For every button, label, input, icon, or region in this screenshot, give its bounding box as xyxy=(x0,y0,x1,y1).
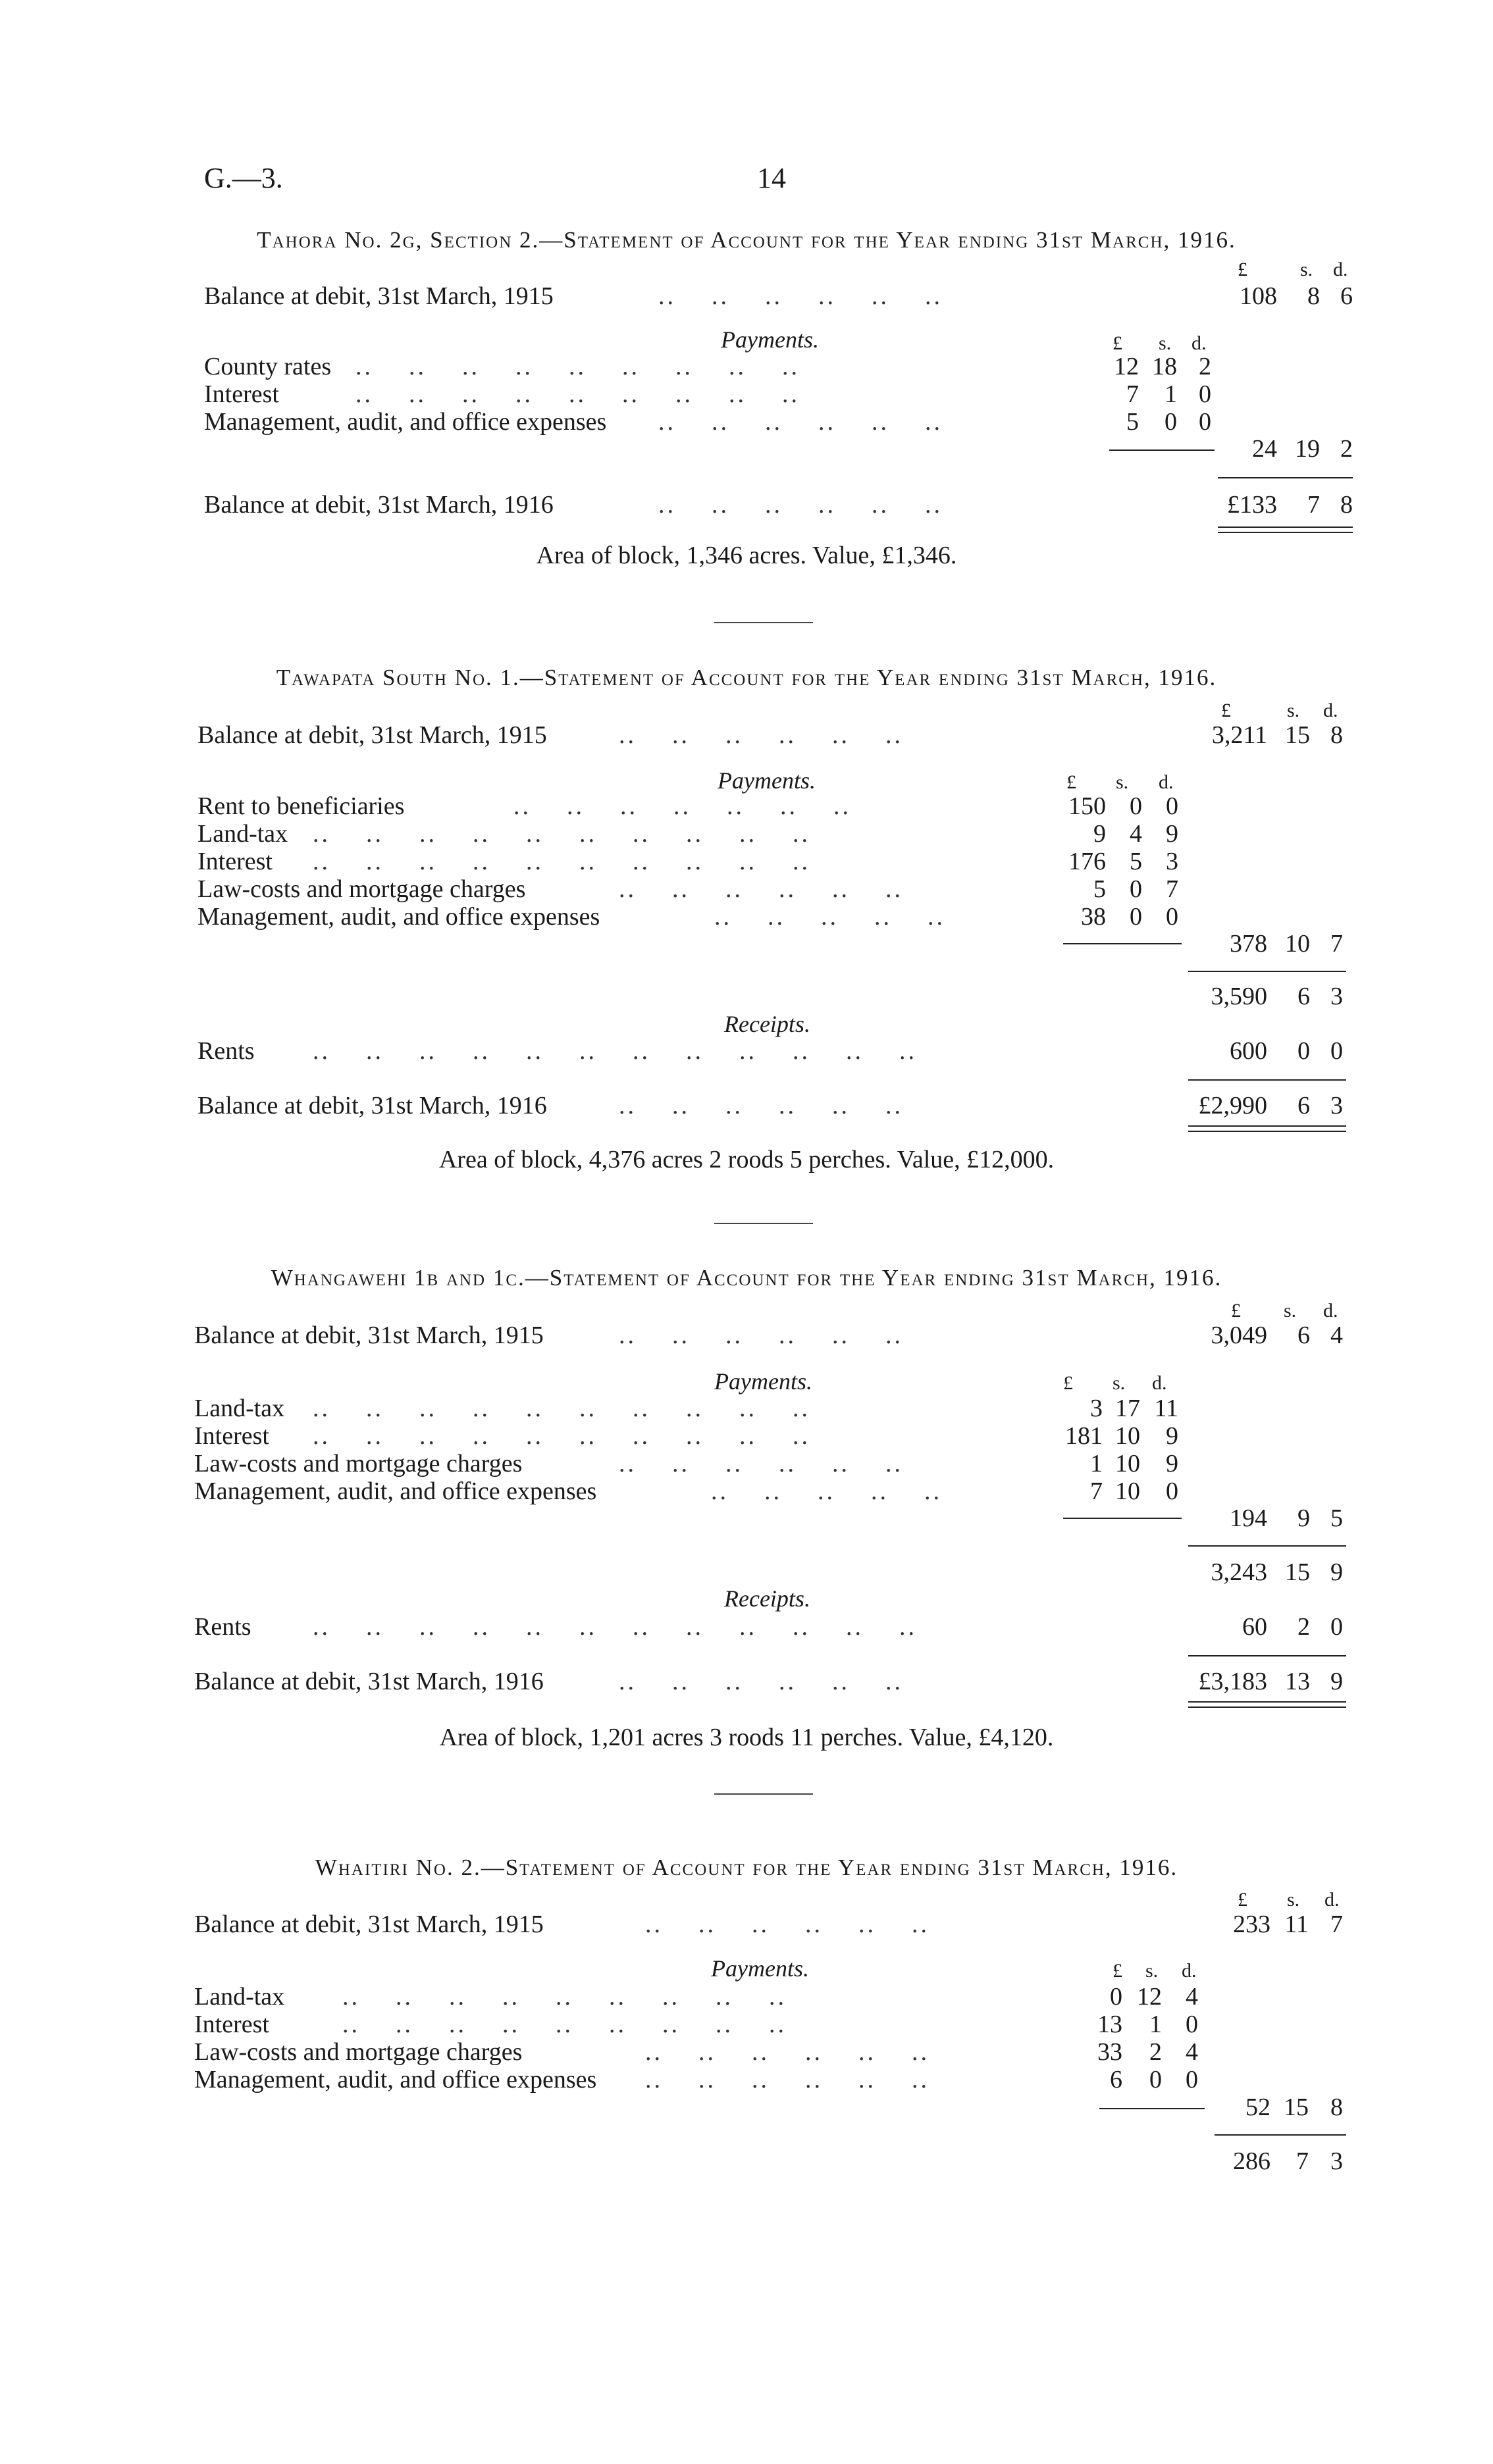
opening-pence: 7 xyxy=(1330,1911,1343,1938)
payment-shillings: 1 xyxy=(1149,2011,1162,2038)
payment-shillings: 18 xyxy=(1152,353,1177,380)
leader-dots: .. .. .. .. .. .. .. .. .. xyxy=(342,1983,787,2011)
total-rule xyxy=(1218,477,1353,478)
pence-heading: d. xyxy=(1323,700,1338,721)
receipt-pounds: 60 xyxy=(1242,1613,1267,1641)
payment-pounds: 38 xyxy=(1081,903,1106,931)
payments-total-pence: 8 xyxy=(1330,2093,1343,2121)
leader-dots: .. .. .. .. .. .. xyxy=(619,875,903,903)
payment-pounds: 9 xyxy=(1093,820,1106,848)
payment-label: Rent to beneficiaries xyxy=(197,792,405,820)
leader-dots: .. .. .. .. .. xyxy=(714,903,945,931)
closing-pence: 9 xyxy=(1330,1668,1343,1695)
pounds-heading: £ xyxy=(1238,259,1247,280)
receipt-pounds: 600 xyxy=(1230,1037,1267,1065)
leader-dots: .. .. .. .. .. .. xyxy=(645,2038,930,2066)
payments-total-shillings: 9 xyxy=(1297,1504,1310,1532)
leader-dots: .. .. .. .. .. .. xyxy=(619,1450,903,1477)
leader-dots: .. .. .. .. .. .. xyxy=(619,1668,903,1695)
opening-pence: 4 xyxy=(1330,1322,1343,1349)
payments-heading: Payments. xyxy=(718,767,816,794)
payment-pounds: 5 xyxy=(1126,408,1139,436)
payment-pence: 7 xyxy=(1166,875,1178,903)
opening-balance-label: Balance at debit, 31st March, 1915 xyxy=(194,1911,544,1938)
payments-total-shillings: 19 xyxy=(1295,435,1320,463)
leader-dots: .. .. .. .. .. .. xyxy=(619,1092,903,1119)
payment-label: Interest xyxy=(197,848,273,875)
pounds-heading: £ xyxy=(1113,1960,1122,1982)
shillings-heading: s. xyxy=(1113,1372,1126,1394)
payment-pence: 11 xyxy=(1154,1395,1178,1422)
payment-pence: 0 xyxy=(1166,1477,1178,1505)
payment-label: Management, audit, and office expenses xyxy=(197,903,600,931)
subtotal-shillings: 15 xyxy=(1285,1558,1310,1586)
payment-shillings: 0 xyxy=(1165,408,1177,436)
payment-label: Law-costs and mortgage charges xyxy=(197,875,526,903)
block-area-value: Area of block, 1,201 acres 3 roods 11 perches. Value, £4,120. xyxy=(439,1724,1054,1751)
payment-shillings: 0 xyxy=(1130,792,1142,820)
payment-pence: 9 xyxy=(1166,820,1178,848)
payment-pounds: 176 xyxy=(1068,848,1106,875)
opening-pence: 8 xyxy=(1330,721,1343,749)
receipt-label: Rents xyxy=(197,1037,255,1065)
leader-dots: .. .. .. .. .. .. .. .. .. .. xyxy=(313,1422,810,1450)
payment-shillings: 17 xyxy=(1115,1395,1140,1422)
leader-dots: .. .. .. .. .. .. .. .. .. xyxy=(342,2011,787,2038)
double-rule xyxy=(1218,526,1353,533)
payment-pounds: 12 xyxy=(1114,353,1139,380)
payment-pounds: 1 xyxy=(1090,1450,1103,1477)
payments-heading: Payments. xyxy=(714,1368,812,1395)
block-area-value: Area of block, 1,346 acres. Value, £1,346. xyxy=(536,542,957,569)
double-rule xyxy=(1188,1701,1346,1708)
closing-pence: 3 xyxy=(1330,1092,1343,1119)
pounds-heading: £ xyxy=(1221,700,1231,721)
subtotal-rule xyxy=(1063,943,1182,944)
subtotal-pounds: 3,243 xyxy=(1211,1558,1267,1586)
receipt-shillings: 2 xyxy=(1297,1613,1310,1641)
payment-shillings: 10 xyxy=(1115,1450,1140,1477)
payment-label: Law-costs and mortgage charges xyxy=(194,1450,523,1477)
payment-label: Management, audit, and office expenses xyxy=(194,1477,597,1505)
payments-total-pounds: 194 xyxy=(1230,1504,1267,1532)
receipt-pence: 0 xyxy=(1330,1037,1343,1065)
total-rule xyxy=(1188,971,1346,972)
section-separator xyxy=(714,1223,813,1224)
subtotal-pounds: 286 xyxy=(1233,2147,1270,2175)
shillings-heading: s. xyxy=(1300,259,1313,280)
payment-shillings: 1 xyxy=(1165,380,1177,408)
opening-shillings: 11 xyxy=(1284,1911,1309,1938)
payment-pence: 0 xyxy=(1199,408,1211,436)
leader-dots: .. .. .. .. .. .. xyxy=(619,721,903,749)
section-separator xyxy=(714,1793,813,1795)
document-code: G.—3. xyxy=(204,162,283,194)
payment-label: Land-tax xyxy=(197,820,288,848)
payment-shillings: 0 xyxy=(1130,875,1142,903)
closing-pounds: £3,183 xyxy=(1198,1668,1267,1695)
payment-shillings: 10 xyxy=(1115,1422,1140,1450)
closing-pence: 8 xyxy=(1340,491,1353,519)
payments-heading: Payments. xyxy=(721,326,819,353)
payments-total-pence: 5 xyxy=(1330,1504,1343,1532)
payment-pence: 2 xyxy=(1199,353,1211,380)
payments-total-pounds: 52 xyxy=(1245,2093,1270,2121)
leader-dots: .. .. .. .. .. .. .. xyxy=(513,792,851,820)
pence-heading: d. xyxy=(1324,1889,1340,1911)
total-rule xyxy=(1188,1079,1346,1081)
leader-dots: .. .. .. .. .. .. .. .. .. xyxy=(355,380,800,408)
payment-pounds: 7 xyxy=(1090,1477,1103,1505)
opening-pence: 6 xyxy=(1340,282,1353,310)
leader-dots: .. .. .. .. .. .. .. .. .. xyxy=(355,353,800,380)
payment-pence: 4 xyxy=(1186,2038,1198,2066)
receipt-shillings: 0 xyxy=(1297,1037,1310,1065)
subtotal-rule xyxy=(1109,449,1215,451)
receipts-heading: Receipts. xyxy=(724,1011,810,1037)
receipts-heading: Receipts. xyxy=(724,1585,810,1612)
payments-total-pence: 2 xyxy=(1340,435,1353,463)
opening-shillings: 6 xyxy=(1297,1322,1310,1349)
opening-balance-label: Balance at debit, 31st March, 1915 xyxy=(194,1322,544,1349)
subtotal-pence: 3 xyxy=(1330,2147,1343,2175)
payment-pence: 0 xyxy=(1186,2011,1198,2038)
payment-label: Land-tax xyxy=(194,1983,285,2011)
payments-total-pence: 7 xyxy=(1330,930,1343,958)
subtotal-pence: 9 xyxy=(1330,1558,1343,1586)
payment-shillings: 0 xyxy=(1149,2066,1162,2093)
pounds-heading: £ xyxy=(1231,1300,1241,1322)
subtotal-pounds: 3,590 xyxy=(1211,983,1267,1010)
pence-heading: d. xyxy=(1182,1960,1197,1982)
leader-dots: .. .. .. .. .. .. .. .. .. .. .. .. xyxy=(313,1613,917,1641)
page-number: 14 xyxy=(757,162,786,194)
pounds-heading: £ xyxy=(1066,771,1076,793)
payment-pence: 0 xyxy=(1186,2066,1198,2093)
statement-title: Whaitiri No. 2.—Statement of Account for the Year ending 31st March, 1916. xyxy=(315,1855,1178,1880)
payment-pounds: 7 xyxy=(1126,380,1139,408)
leader-dots: .. .. .. .. .. .. xyxy=(645,1911,930,1938)
payment-label: Interest xyxy=(204,380,279,408)
opening-balance-label: Balance at debit, 31st March, 1915 xyxy=(197,721,547,749)
leader-dots: .. .. .. .. .. .. .. .. .. .. .. .. xyxy=(313,1037,917,1065)
section-separator xyxy=(714,622,813,623)
pence-heading: d. xyxy=(1192,332,1207,354)
subtotal-shillings: 6 xyxy=(1297,983,1310,1010)
block-area-value: Area of block, 4,376 acres 2 roods 5 perches. Value, £12,000. xyxy=(438,1146,1055,1173)
leader-dots: .. .. .. .. .. .. .. .. .. .. xyxy=(313,848,810,875)
payment-shillings: 2 xyxy=(1149,2038,1162,2066)
closing-pounds: £2,990 xyxy=(1198,1092,1267,1119)
payment-pence: 9 xyxy=(1166,1422,1178,1450)
payment-pounds: 0 xyxy=(1110,1983,1122,2011)
opening-pounds: 108 xyxy=(1240,282,1277,310)
total-rule xyxy=(1188,1545,1346,1547)
pence-heading: d. xyxy=(1333,259,1348,280)
leader-dots: .. .. .. .. .. .. xyxy=(658,408,943,436)
pounds-heading: £ xyxy=(1113,332,1122,354)
pence-heading: d. xyxy=(1323,1300,1338,1322)
opening-pounds: 3,211 xyxy=(1211,721,1267,749)
payment-shillings: 0 xyxy=(1130,903,1142,931)
shillings-heading: s. xyxy=(1287,1889,1300,1911)
statement-title: Tahora No. 2g, Section 2.—Statement of Account for the Year ending 31st March, 1916. xyxy=(257,227,1236,253)
double-rule xyxy=(1188,1125,1346,1132)
payment-pounds: 181 xyxy=(1065,1422,1103,1450)
shillings-heading: s. xyxy=(1284,1300,1297,1322)
closing-pounds: £133 xyxy=(1227,491,1277,519)
statement-title: Whangawehi 1b and 1c.—Statement of Account for the Year ending 31st March, 1916. xyxy=(271,1265,1222,1291)
shillings-heading: s. xyxy=(1159,332,1172,354)
payment-label: County rates xyxy=(204,353,332,380)
leader-dots: .. .. .. .. .. .. xyxy=(645,2066,930,2093)
opening-shillings: 8 xyxy=(1307,282,1320,310)
payment-pounds: 3 xyxy=(1090,1395,1103,1422)
leader-dots: .. .. .. .. .. .. .. .. .. .. xyxy=(313,820,810,848)
subtotal-rule xyxy=(1063,1518,1182,1519)
closing-balance-label: Balance at debit, 31st March, 1916 xyxy=(194,1668,544,1695)
closing-shillings: 7 xyxy=(1307,491,1320,519)
opening-pounds: 3,049 xyxy=(1211,1322,1267,1349)
opening-pounds: 233 xyxy=(1233,1911,1270,1938)
receipt-pence: 0 xyxy=(1330,1613,1343,1641)
subtotal-rule xyxy=(1099,2108,1205,2109)
shillings-heading: s. xyxy=(1116,771,1129,793)
payment-label: Land-tax xyxy=(194,1395,285,1422)
payment-pounds: 13 xyxy=(1097,2011,1122,2038)
closing-balance-label: Balance at debit, 31st March, 1916 xyxy=(204,491,554,519)
leader-dots: .. .. .. .. .. .. xyxy=(619,1322,903,1349)
payments-total-pounds: 378 xyxy=(1230,930,1267,958)
statement-title: Tawapata South No. 1.—Statement of Account for the Year ending 31st March, 1916. xyxy=(276,665,1217,690)
payment-shillings: 12 xyxy=(1137,1983,1162,2011)
pounds-heading: £ xyxy=(1063,1372,1073,1394)
payment-shillings: 4 xyxy=(1130,820,1142,848)
opening-balance-label: Balance at debit, 31st March, 1915 xyxy=(204,282,554,310)
payment-pence: 0 xyxy=(1166,792,1178,820)
subtotal-pence: 3 xyxy=(1330,983,1343,1010)
payment-pounds: 33 xyxy=(1097,2038,1122,2066)
payment-pounds: 6 xyxy=(1110,2066,1122,2093)
payment-pence: 3 xyxy=(1166,848,1178,875)
payment-pounds: 150 xyxy=(1068,792,1106,820)
leader-dots: .. .. .. .. .. .. xyxy=(658,491,943,519)
payment-shillings: 10 xyxy=(1115,1477,1140,1505)
pence-heading: d. xyxy=(1152,1372,1167,1394)
payment-label: Interest xyxy=(194,2011,269,2038)
closing-balance-label: Balance at debit, 31st March, 1916 xyxy=(197,1092,547,1119)
shillings-heading: s. xyxy=(1287,700,1300,721)
payment-label: Management, audit, and office expenses xyxy=(204,408,607,436)
payment-label: Management, audit, and office expenses xyxy=(194,2066,597,2093)
payment-pence: 9 xyxy=(1166,1450,1178,1477)
pounds-heading: £ xyxy=(1238,1889,1247,1911)
shillings-heading: s. xyxy=(1145,1960,1159,1982)
pence-heading: d. xyxy=(1159,771,1174,793)
payments-total-pounds: 24 xyxy=(1252,435,1277,463)
payment-pounds: 5 xyxy=(1093,875,1106,903)
payments-heading: Payments. xyxy=(711,1955,809,1982)
payment-pence: 0 xyxy=(1166,903,1178,931)
payment-label: Law-costs and mortgage charges xyxy=(194,2038,523,2066)
payments-total-shillings: 10 xyxy=(1285,930,1310,958)
payments-total-shillings: 15 xyxy=(1284,2093,1309,2121)
total-rule xyxy=(1188,1655,1346,1656)
subtotal-shillings: 7 xyxy=(1296,2147,1309,2175)
payment-label: Interest xyxy=(194,1422,269,1450)
payment-pence: 0 xyxy=(1199,380,1211,408)
payment-shillings: 5 xyxy=(1130,848,1142,875)
closing-shillings: 13 xyxy=(1285,1668,1310,1695)
total-rule xyxy=(1215,2134,1346,2136)
leader-dots: .. .. .. .. .. .. .. .. .. .. xyxy=(313,1395,810,1422)
receipt-label: Rents xyxy=(194,1613,251,1641)
closing-shillings: 6 xyxy=(1297,1092,1310,1119)
payment-pence: 4 xyxy=(1186,1983,1198,2011)
leader-dots: .. .. .. .. .. .. xyxy=(658,282,943,310)
opening-shillings: 15 xyxy=(1285,721,1310,749)
leader-dots: .. .. .. .. .. xyxy=(711,1477,942,1505)
